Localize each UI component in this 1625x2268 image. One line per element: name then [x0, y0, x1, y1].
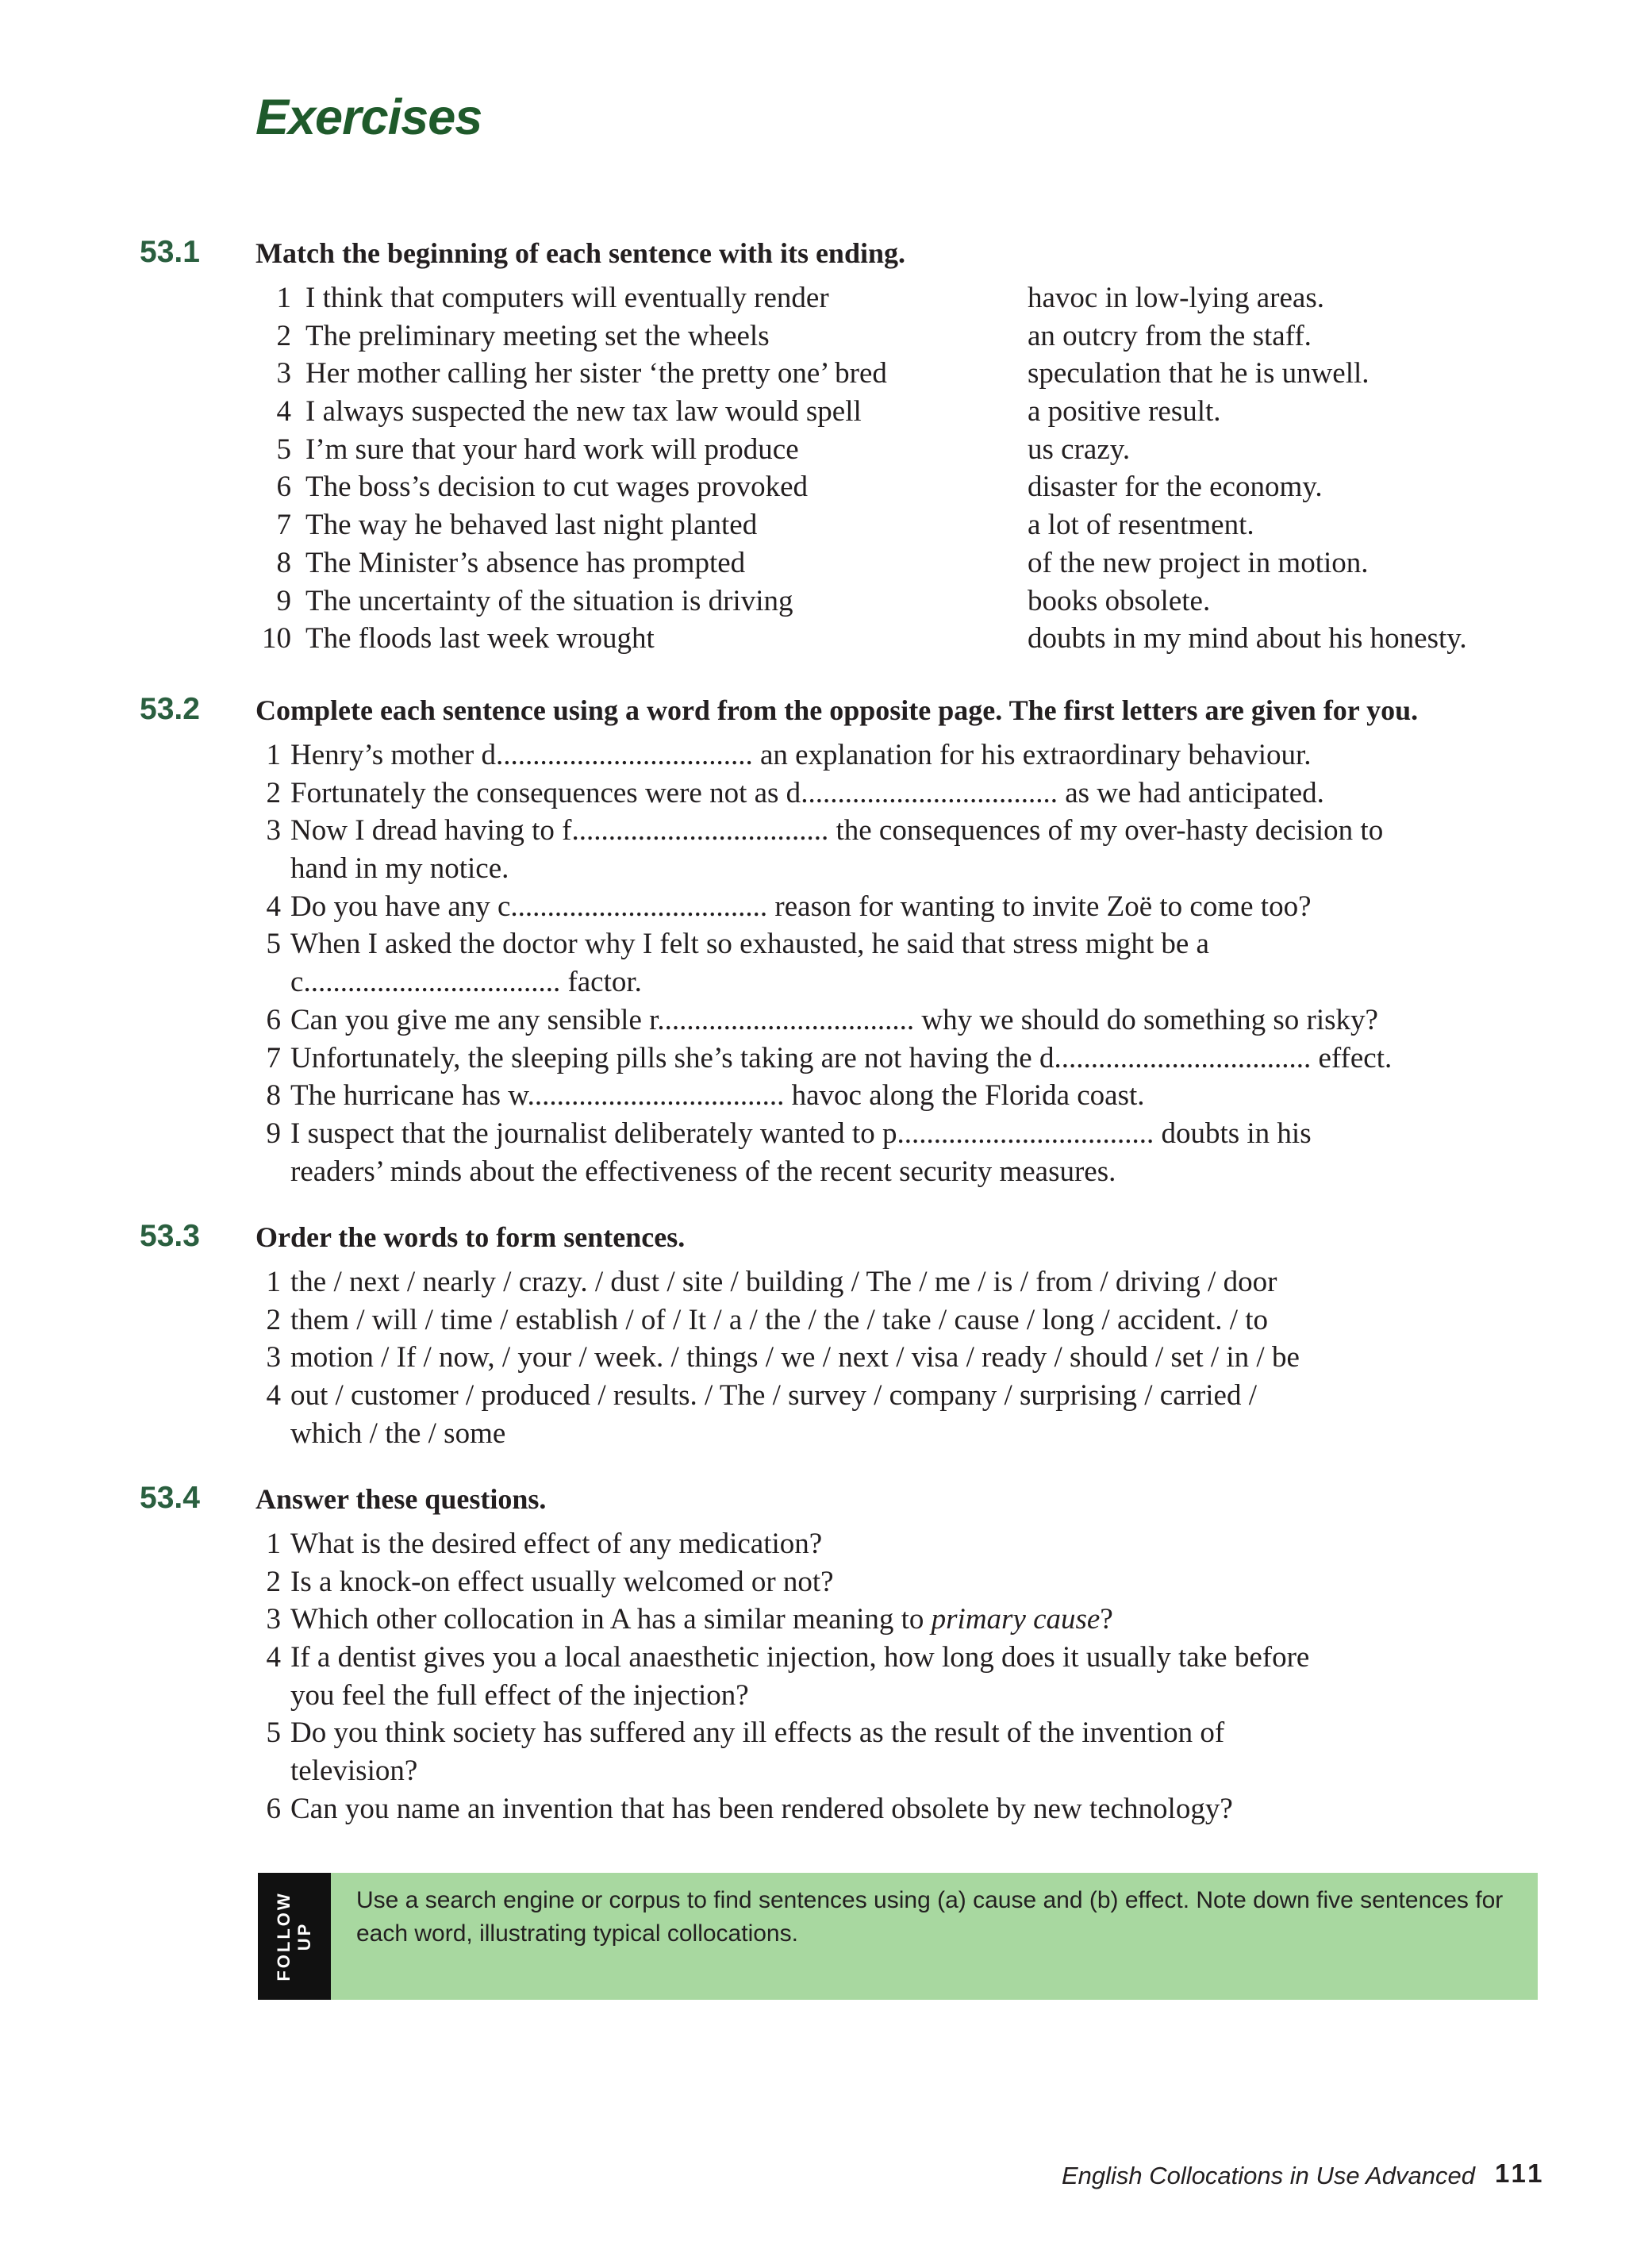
sentence-ending: books obsolete.	[1028, 584, 1211, 617]
list-item	[266, 1040, 1576, 1078]
sentence-end: as we had anticipated.	[1057, 776, 1324, 809]
answer-blank: ...................................	[303, 966, 561, 999]
item-text: What is the desired effect of any medication?	[290, 1528, 823, 1560]
item-number: 4	[266, 1641, 281, 1674]
item-number: 6	[276, 471, 291, 504]
item-number: 5	[266, 1716, 281, 1750]
list-item	[266, 1714, 1576, 1752]
item-number: 1	[266, 1528, 281, 1560]
item-number: 4	[276, 395, 291, 429]
sentence-continuation: readers’ minds about the effectiveness of the recent security measures.	[290, 1155, 1116, 1188]
item-number: 3	[266, 1603, 281, 1636]
answer-blank: ...................................	[657, 1003, 915, 1036]
sentence-start: Fortunately the consequences were not as d	[290, 776, 801, 809]
item-continuation: which / the / some	[290, 1417, 506, 1450]
sentence-start: When I asked the doctor why I felt so exhausted, he said that stress might be a	[290, 928, 1209, 961]
exercise-number: 53.4	[140, 1481, 200, 1515]
sentence-beginning: The uncertainty of the situation is driving	[305, 584, 793, 617]
item-text: Is a knock-on effect usually welcomed or not?	[290, 1565, 834, 1598]
sentence-ending: doubts in my mind about his honesty.	[1028, 622, 1467, 655]
item-number: 6	[266, 1792, 281, 1825]
list-item	[266, 888, 1576, 926]
sentence-ending: a lot of resentment.	[1028, 509, 1254, 542]
sentence-start: Can you give me any sensible r	[290, 1003, 658, 1036]
sentence-end: the consequences of my over-hasty decision to	[828, 814, 1384, 848]
item-number: 3	[266, 814, 281, 848]
sentence-ending: a positive result.	[1028, 395, 1221, 429]
list-item-continuation	[290, 1153, 1576, 1191]
word-order-list	[255, 1263, 1576, 1452]
follow-up-text: Use a search engine or corpus to find sentences using (a) cause and (b) effect. Note down five sentences for each word, illustrating typical collocations.	[356, 1887, 1504, 1947]
sentence-start: I suspect that the journalist deliberately wanted to p	[290, 1117, 897, 1150]
item-text: the / next / nearly / crazy. / dust / site / building / The / me / is / from / driving / door	[290, 1266, 1277, 1298]
answer-blank: ...................................	[527, 1079, 785, 1113]
item-text: motion / If / now, / your / week. / things / we / next / visa / ready / should / set / in / be	[290, 1341, 1300, 1374]
sentence-end: havoc along the Florida coast.	[784, 1079, 1145, 1113]
item-text: out / customer / produced / results. / The / survey / company / surprising / carried /	[290, 1379, 1258, 1413]
item-text: Which other collocation in A has a similar meaning to	[290, 1603, 932, 1636]
follow-up-tab	[258, 1873, 331, 2000]
item-number: 1	[276, 282, 291, 314]
item-number: 8	[266, 1079, 281, 1113]
list-item-continuation	[290, 963, 1576, 1001]
list-item	[266, 1525, 1576, 1563]
item-number: 2	[266, 776, 281, 809]
item-number: 9	[276, 584, 291, 617]
exercise-instruction: Match the beginning of each sentence with its ending.	[255, 237, 905, 269]
list-item-continuation	[290, 850, 1576, 888]
match-row	[255, 317, 1541, 356]
list-item	[266, 1790, 1576, 1828]
sentence-end: why we should do something so risky?	[914, 1003, 1378, 1036]
emphasized-term: primary cause	[931, 1603, 1101, 1636]
exercise-instruction: Answer these questions.	[255, 1483, 547, 1515]
sentence-ending: havoc in low-lying areas.	[1028, 282, 1324, 314]
item-number: 6	[266, 1003, 281, 1036]
sentence-end: factor.	[560, 966, 642, 999]
list-item	[266, 1115, 1576, 1153]
list-item	[266, 1601, 1576, 1639]
matching-list	[255, 279, 1541, 658]
sentence-ending: an outcry from the staff.	[1028, 319, 1312, 352]
item-number: 4	[266, 890, 281, 923]
match-row	[255, 620, 1541, 658]
sentence-continuation: c	[290, 966, 304, 999]
match-row	[255, 279, 1541, 317]
sentence-beginning: The preliminary meeting set the wheels	[305, 319, 770, 352]
sentence-beginning: The floods last week wrought	[305, 622, 655, 655]
item-number: 1	[266, 1266, 281, 1298]
answer-blank: ...................................	[1054, 1041, 1312, 1074]
sentence-end: effect.	[1311, 1041, 1393, 1074]
list-item	[266, 1263, 1576, 1301]
item-text: Do you think society has suffered any ill effects as the result of the invention of	[290, 1716, 1225, 1750]
sentence-start: The hurricane has w	[290, 1079, 528, 1113]
list-item	[266, 1339, 1576, 1377]
sentence-beginning: The way he behaved last night planted	[305, 509, 758, 542]
sentence-beginning: The Minister’s absence has prompted	[305, 546, 746, 579]
item-number: 10	[262, 622, 291, 655]
list-item	[266, 736, 1576, 775]
item-text: Can you name an invention that has been rendered obsolete by new technology?	[290, 1792, 1233, 1825]
item-number: 4	[266, 1379, 281, 1413]
item-number: 3	[266, 1341, 281, 1374]
sentence-start: Unfortunately, the sleeping pills she’s taking are not having the d	[290, 1041, 1055, 1074]
sentence-start: Now I dread having to f	[290, 814, 572, 848]
sentence-ending: speculation that he is unwell.	[1028, 357, 1370, 390]
sentence-beginning: I’m sure that your hard work will produce	[305, 432, 799, 466]
exercise-number: 53.1	[140, 235, 200, 269]
match-row	[255, 506, 1541, 544]
sentence-ending: of the new project in motion.	[1028, 546, 1369, 579]
list-item	[266, 925, 1576, 963]
follow-up-box	[258, 1873, 1538, 2000]
item-number: 2	[276, 319, 291, 352]
sentence-beginning: Her mother calling her sister ‘the pretty one’ bred	[305, 357, 887, 390]
answer-blank: ...................................	[510, 890, 768, 923]
sentence-start: Henry’s mother d	[290, 739, 496, 771]
follow-up-label: FOLLOW UP	[274, 1891, 314, 1982]
sentence-ending: us crazy.	[1028, 432, 1131, 466]
sentence-ending: disaster for the economy.	[1028, 471, 1323, 504]
match-row	[255, 355, 1541, 393]
list-item	[266, 1639, 1576, 1677]
item-number: 9	[266, 1117, 281, 1150]
match-row	[255, 431, 1541, 469]
item-continuation: television?	[290, 1755, 418, 1788]
item-number: 3	[276, 357, 291, 390]
list-item-continuation	[290, 1677, 1576, 1715]
answer-blank: ...................................	[571, 814, 829, 848]
answer-blank: ...................................	[897, 1117, 1154, 1150]
question-list	[255, 1525, 1576, 1828]
item-text: If a dentist gives you a local anaesthetic injection, how long does it usually take before	[290, 1641, 1310, 1674]
item-number: 7	[266, 1041, 281, 1074]
item-number: 2	[266, 1565, 281, 1598]
item-number: 2	[266, 1303, 281, 1336]
item-text: them / will / time / establish / of / It / a / the / the / take / cause / long / accident. / to	[290, 1303, 1269, 1336]
item-number: 1	[266, 739, 281, 771]
list-item-continuation	[290, 1415, 1576, 1453]
list-item	[266, 1377, 1576, 1415]
item-number: 5	[276, 432, 291, 466]
list-item	[266, 812, 1576, 850]
item-number: 5	[266, 928, 281, 961]
exercise-instruction: Order the words to form sentences.	[255, 1221, 686, 1253]
match-row	[255, 468, 1541, 506]
page-title: Exercises	[255, 90, 482, 145]
sentence-beginning: I think that computers will eventually render	[305, 282, 829, 314]
list-item	[266, 1563, 1576, 1601]
answer-blank: ...................................	[801, 776, 1058, 809]
page-number: 111	[1495, 2158, 1546, 2188]
sentence-start: Do you have any c	[290, 890, 511, 923]
exercise-instruction: Complete each sentence using a word from the opposite page. The first letters are given for you.	[255, 694, 1419, 726]
sentence-end: an explanation for his extraordinary behaviour.	[752, 739, 1312, 771]
sentence-beginning: I always suspected the new tax law would spell	[305, 395, 862, 429]
match-row	[255, 544, 1541, 582]
list-item	[266, 1077, 1576, 1115]
match-row	[255, 582, 1541, 621]
list-item	[266, 775, 1576, 813]
book-title: English Collocations in Use Advanced	[1062, 2162, 1475, 2189]
item-number: 7	[276, 509, 291, 542]
answer-blank: ...................................	[495, 739, 753, 771]
item-number: 8	[276, 546, 291, 579]
item-continuation: you feel the full effect of the injection?	[290, 1678, 749, 1712]
list-item	[266, 1301, 1576, 1340]
list-item-continuation	[290, 1752, 1576, 1790]
sentence-beginning: The boss’s decision to cut wages provoked	[305, 471, 808, 504]
match-row	[255, 393, 1541, 431]
exercise-number: 53.2	[140, 692, 200, 726]
sentence-end: doubts in his	[1154, 1117, 1312, 1150]
item-text-end: ?	[1100, 1603, 1113, 1636]
list-item	[266, 1001, 1576, 1040]
gap-fill-list	[255, 736, 1576, 1190]
sentence-continuation: hand in my notice.	[290, 852, 509, 886]
exercise-number: 53.3	[140, 1219, 200, 1253]
sentence-end: reason for wanting to invite Zoë to come too?	[767, 890, 1312, 923]
